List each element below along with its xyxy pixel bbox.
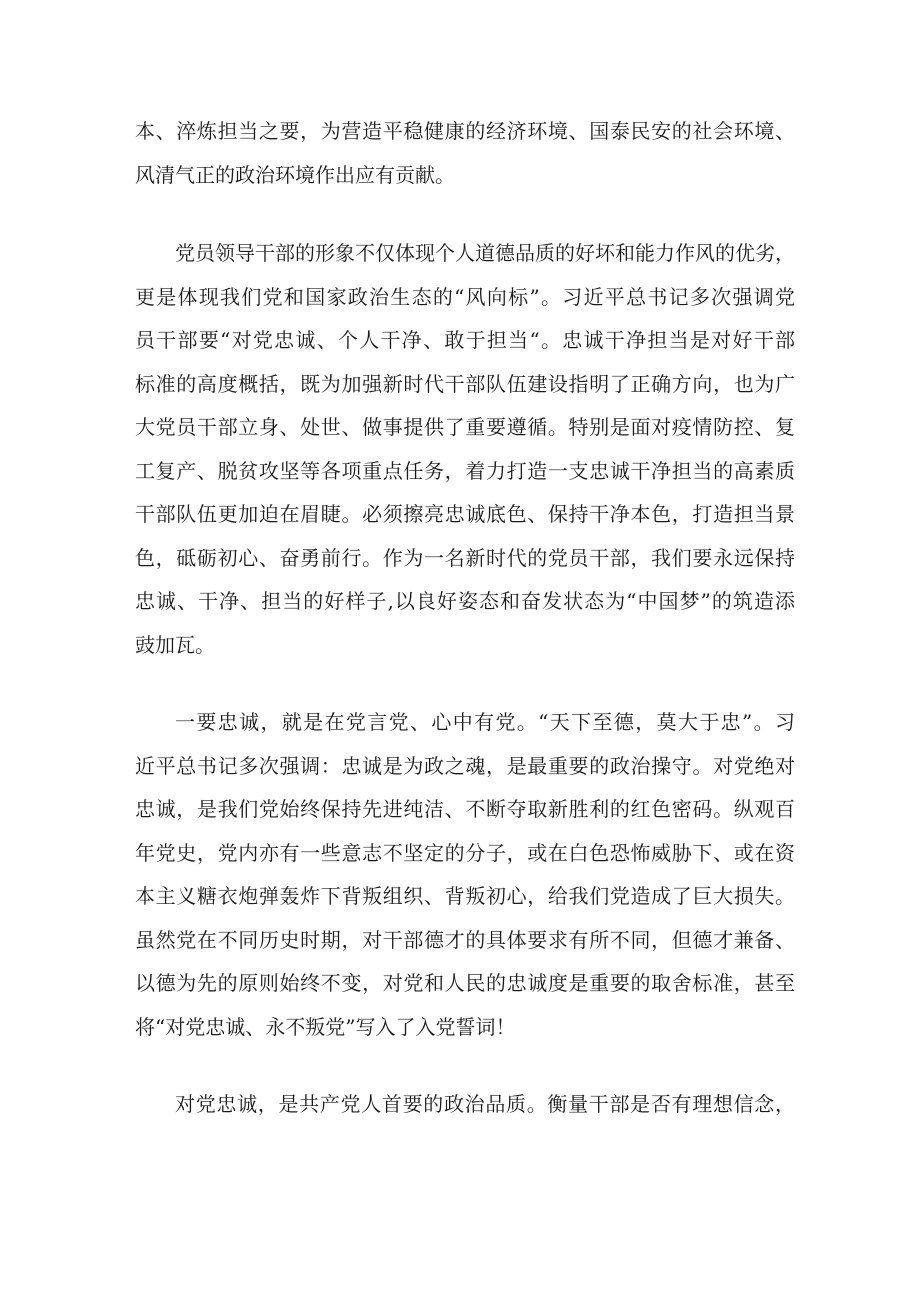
text-line: 风清气正的政治环境作出应有贡献。: [135, 162, 455, 187]
text-line: 党员领导干部的形象不仅体现个人道德品质的好坏和能力作风的优劣，: [175, 241, 795, 265]
text-line: 大党员干部立身、处世、做事提供了重要遵循。特别是面对疫情防控、复: [135, 415, 795, 439]
paragraph-2: [135, 232, 795, 667]
paragraph-3: [135, 701, 795, 1049]
text-line: 标准的高度概括，既为加强新时代干部队伍建设指明了正确方向，也为广: [135, 371, 795, 396]
text-line: 豉加瓦。: [135, 632, 215, 657]
text-line: 对党忠诚，是共产党人首要的政治品质。衡量干部是否有理想信念，: [175, 1092, 795, 1116]
text-line: 干部队伍更加迫在眉睫。必须擦亮忠诚底色、保持干净本色，打造担当景: [135, 502, 795, 526]
text-line: 忠诚、干净、担当的好样子,以良好姿态和奋发状态为“中国梦”的筑造添: [135, 589, 795, 613]
text-line: 更是体现我们党和国家政治生态的“风向标”。习近平总书记多次强调党: [135, 284, 795, 309]
text-line: 本主义糖衣炮弹轰炸下背叛组织、背叛初心，给我们党造成了巨大损失。: [135, 884, 795, 908]
text-line: 工复产、脱贫攻坚等各项重点任务，着力打造一支忠诚干净担当的高素质: [135, 458, 795, 483]
text-line: 一要忠诚，就是在党言党、心中有党。“天下至德，莫大于忠”。习: [175, 710, 795, 734]
text-line: 忠诚，是我们党始终保持先进纯洁、不断夺取新胜利的红色密码。纵观百: [135, 797, 795, 821]
text-line: 色，砥砺初心、奋勇前行。作为一名新时代的党员干部，我们要永远保持: [135, 545, 795, 570]
text-line: 将“对党忠诚、永不叛党”写入了入党誓词！: [135, 1014, 516, 1039]
text-line: 近平总书记多次强调：忠诚是为政之魂，是最重要的政治操守。对党绝对: [135, 753, 795, 778]
paragraph-1: [135, 110, 795, 197]
text-line: 虽然党在不同历史时期，对干部德才的具体要求有所不同，但德才兼备、: [135, 927, 795, 952]
paragraph-4: [135, 1083, 795, 1127]
text-line: 以德为先的原则始终不变，对党和人民的忠诚度是重要的取舍标准，甚至: [135, 971, 795, 995]
text-line: 本、淬炼担当之要，为营造平稳健康的经济环境、国泰民安的社会环境、: [135, 119, 795, 143]
text-line: 员干部要“对党忠诚、个人干净、敢于担当“。忠诚干净担当是对好干部: [135, 328, 795, 352]
text-line: 年党史，党内亦有一些意志不坚定的分子，或在白色恐怖威胁下、或在资: [135, 840, 795, 865]
